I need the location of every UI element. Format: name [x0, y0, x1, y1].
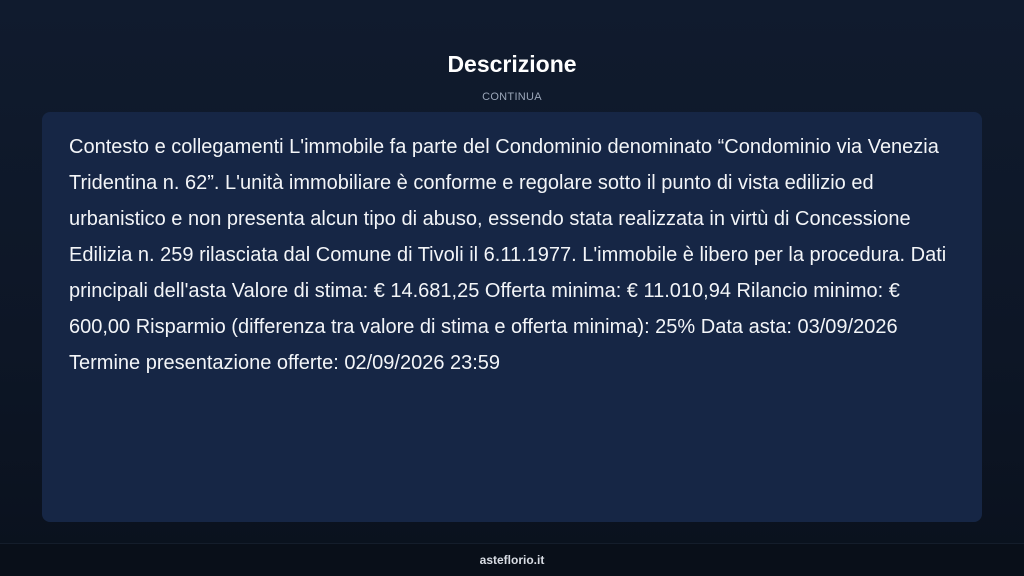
description-card	[42, 112, 982, 522]
page-title: Descrizione	[447, 51, 577, 77]
site-name: asteflorio.it	[479, 553, 545, 567]
continue-label: CONTINUA	[482, 91, 542, 103]
description-text: Contesto e collegamenti L'immobile fa parte del Condominio denominato “Condominio via Venezia Tridentina n. 62”. L'unità immobiliare è conforme e regolare sotto il punto di vista edilizio ed urbanistico e non presenta alcun tipo di abuso, essendo stata realizzata in virtù di Concessione Edilizia n. 259 rilasciata dal Comune di Tivoli il 6.11.1977. L'immobile è libero per la procedura. Dati principali dell'asta Valore di stima: € 14.681,25 Offerta minima: € 11.010,94 Rilancio minimo: € 600,00 Risparmio (differenza tra valore di stima e offerta minima): 25% Data asta: 03/09/2026 Termine presentazione offerte: 02/09/2026 23:59	[69, 136, 947, 374]
footer-bar	[0, 543, 1024, 576]
